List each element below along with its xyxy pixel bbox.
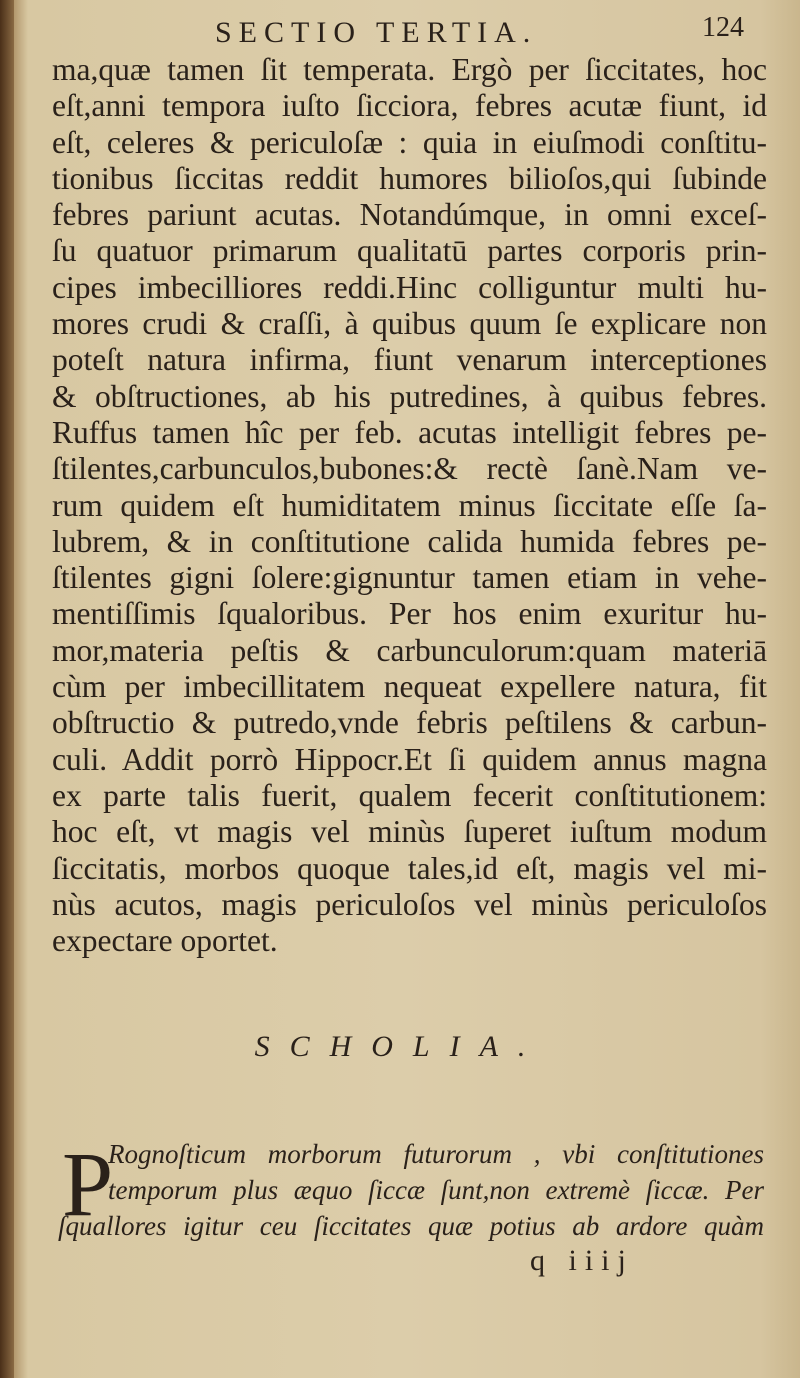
text-line: hoc eſt, vt magis vel minùs ſuperet iuſtum modum: [52, 814, 767, 850]
text-line: poteſt natura infirma, fiunt venarum interceptiones: [52, 342, 767, 378]
text-line: Ruffus tamen hîc per feb. acutas intelligit febres pe-: [52, 414, 767, 450]
scholia-line: temporum plus æquo ſiccæ ſunt,non extremè ſiccæ. Per: [108, 1175, 764, 1205]
page-header: [0, 10, 800, 50]
scholia-line: Rognoſticum morborum futurorum , vbi conſtitutiones: [108, 1139, 764, 1169]
text-line: & obſtructiones, ab his putredines, à quibus febres.: [52, 378, 767, 414]
text-line: febres pariunt acutas. Notandúmque, in omni exceſ-: [52, 197, 767, 233]
text-line: expectare oportet.: [52, 923, 278, 959]
text-line: eſt, celeres & periculoſæ : quia in eiuſmodi conſtitu-: [52, 124, 767, 160]
binding-gutter: [0, 0, 14, 1378]
text-line: culi. Addit porrò Hippocr.Et ſi quidem annus magna: [52, 741, 767, 777]
scholia-heading: SCHOLIA.: [254, 1030, 546, 1063]
text-line: eſt,anni tempora iuſto ſicciora, febres acutæ fiunt, id: [52, 88, 767, 124]
text-line: mor,materia peſtis & carbunculorum:quam materiā: [52, 632, 767, 668]
text-line: ſtilentes,carbunculos,bubones:& rectè ſanè.Nam ve-: [52, 451, 767, 487]
running-head: SECTIO TERTIA.: [215, 16, 538, 49]
text-line: ſiccitatis, morbos quoque tales,id eſt, magis vel mi-: [52, 850, 767, 886]
text-line: lubrem, & in conſtitutione calida humida febres pe-: [52, 523, 767, 559]
text-line: ſu quatuor primarum qualitatū partes corporis prin-: [52, 233, 767, 269]
text-line: ma,quæ tamen ſit temperata. Ergò per ſiccitates, hoc: [52, 52, 767, 87]
text-line: tionibus ſiccitas reddit humores bilioſos,qui ſubinde: [52, 160, 767, 196]
signature-mark: q iiij: [530, 1244, 634, 1277]
text-line: mentiſſimis ſqualoribus. Per hos enim exuritur hu-: [52, 596, 767, 632]
text-line: cipes imbecilliores reddi.Hinc colliguntur multi hu-: [52, 269, 767, 305]
scholia-line: ſquallores igitur ceu ſiccitates quæ potius ab ardore quàm: [58, 1211, 764, 1241]
text-line: obſtructio & putredo,vnde febris peſtilens & carbun-: [52, 705, 767, 741]
text-line: ex parte talis fuerit, qualem fecerit conſtitutionem:: [52, 777, 767, 813]
text-line: nùs acutos, magis periculoſos vel minùs periculoſos: [52, 886, 767, 922]
text-line: cùm per imbecillitatem nequeat expellere natura, fit: [52, 669, 767, 705]
text-line: mores crudi & craſſi, à quibus quum ſe explicare non: [52, 306, 767, 342]
main-text-block: [52, 52, 767, 959]
drop-cap: P: [62, 1133, 114, 1235]
page-number: 124: [702, 12, 744, 43]
text-line: ſtilentes gigni ſolere:gignuntur tamen etiam in vehe-: [52, 560, 767, 596]
scholia-text-block: [58, 1133, 764, 1244]
text-line: rum quidem eſt humiditatem minus ſiccitate eſſe ſa-: [52, 487, 767, 523]
